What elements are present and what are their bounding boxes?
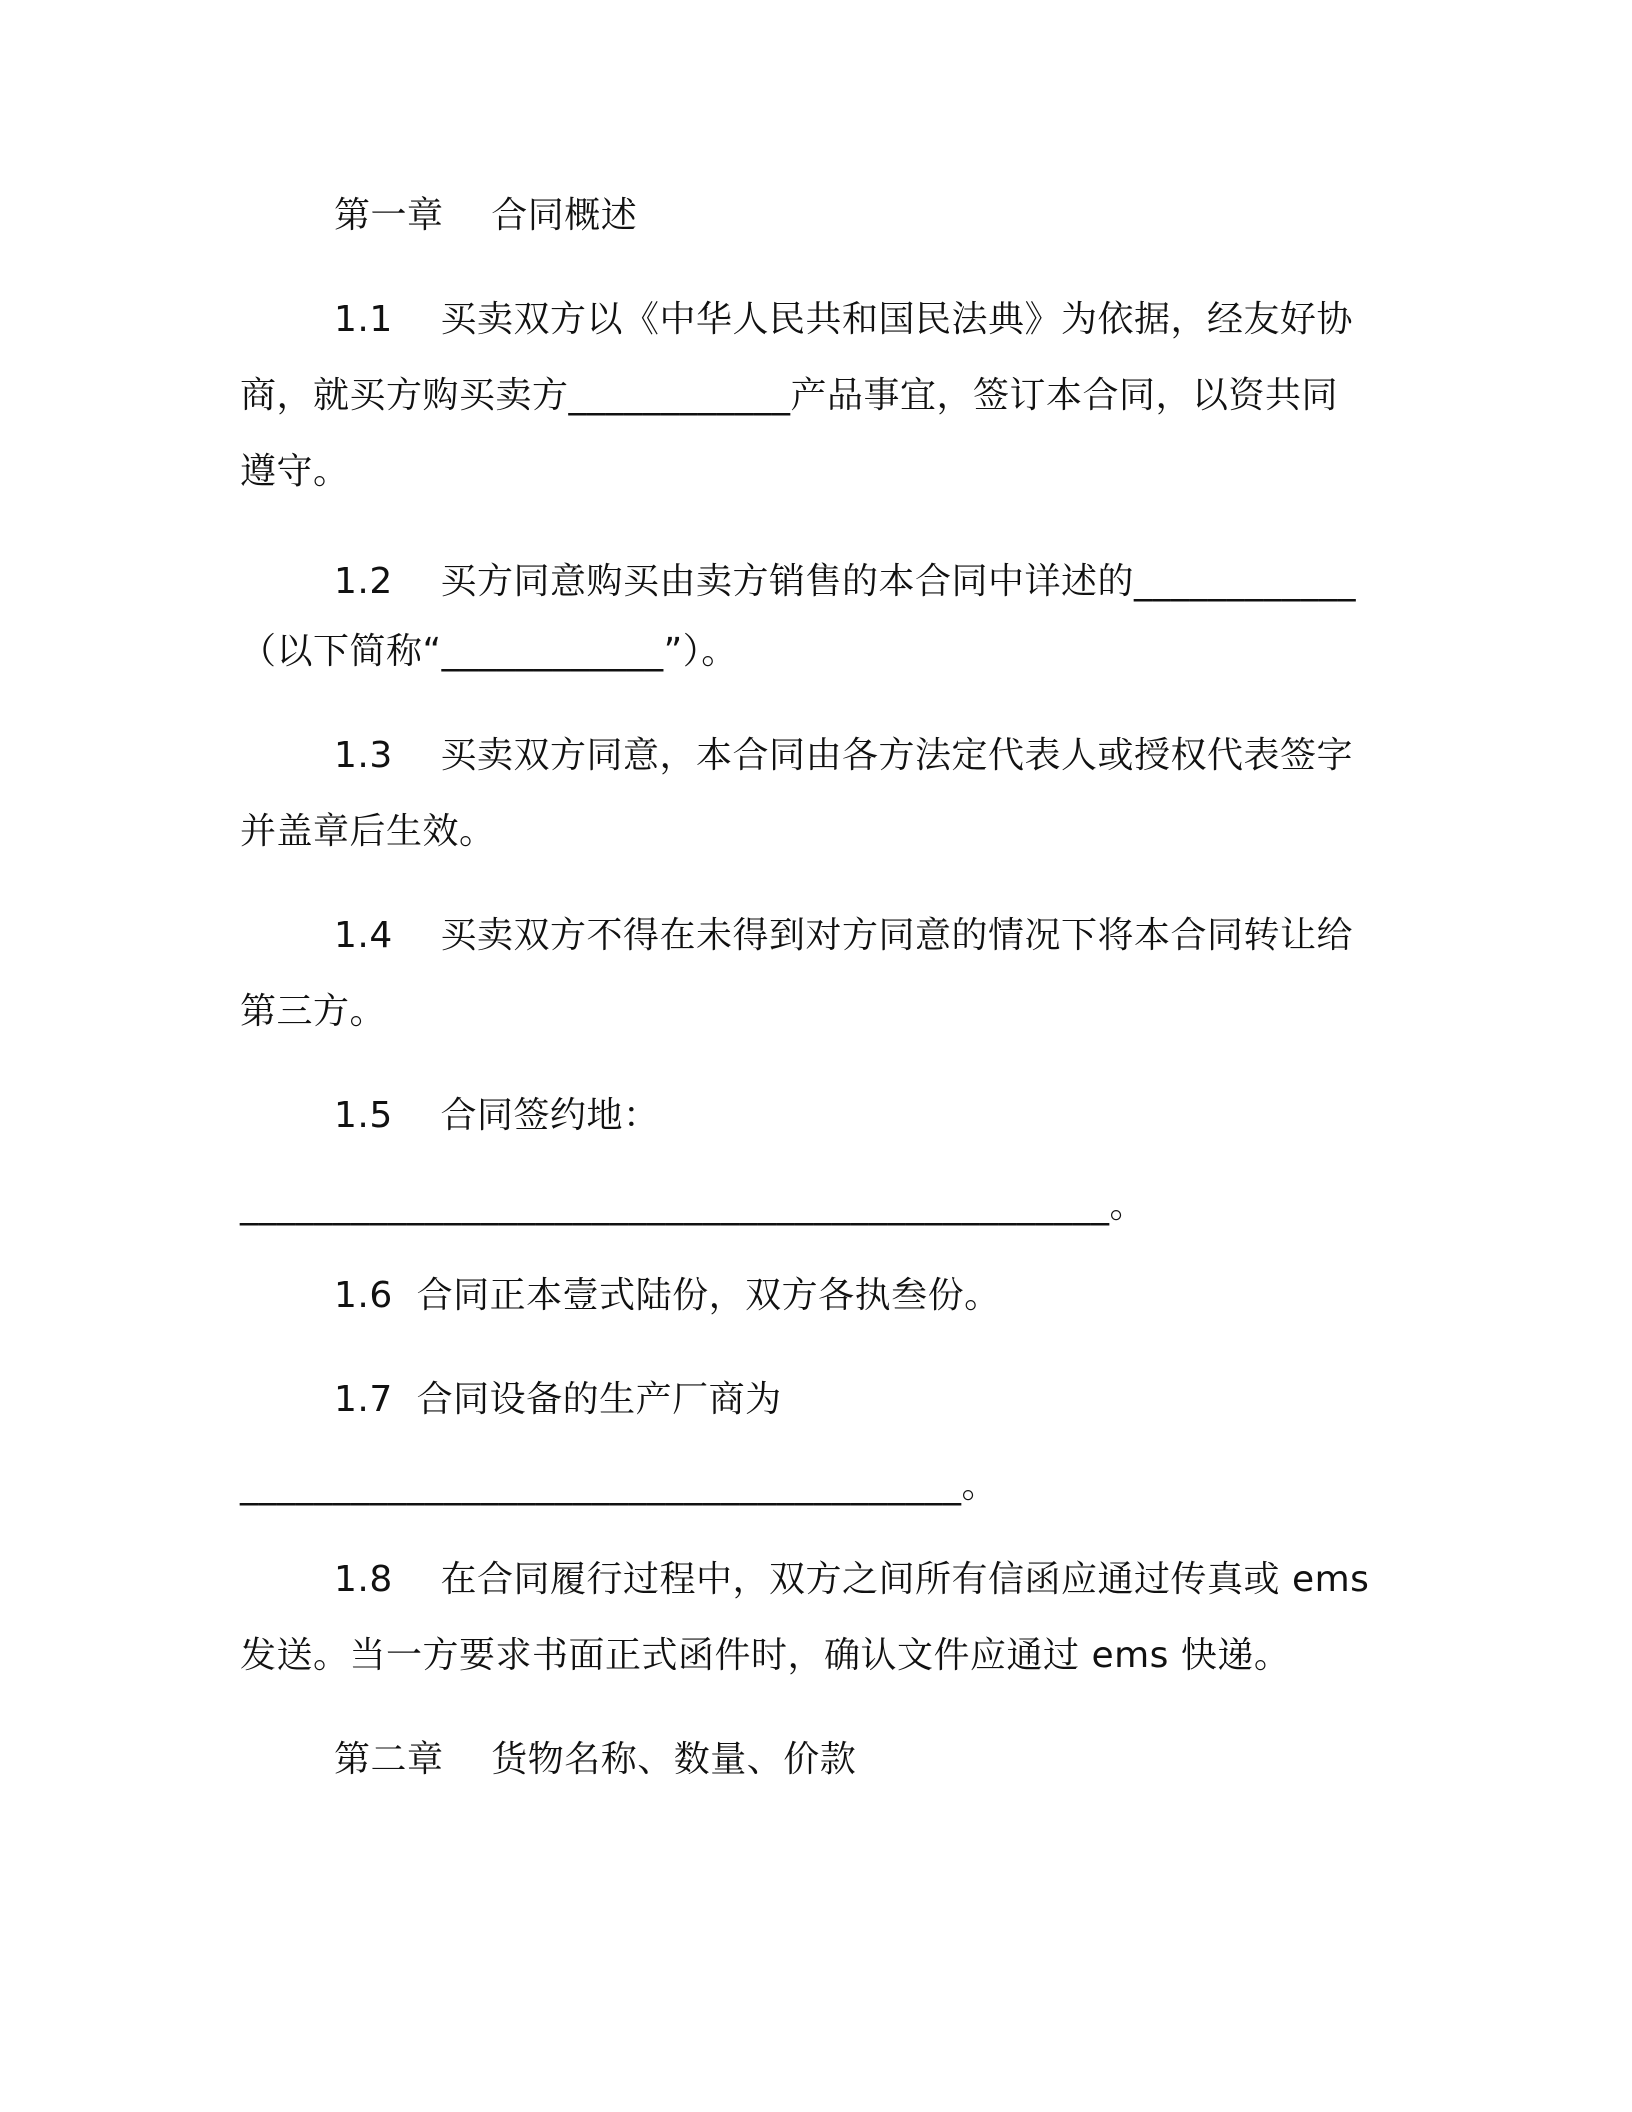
clause-1-1-line-1: 1.1 买卖双方以《中华人民共和国民法典》为依据，经友好协 (334, 299, 1354, 340)
clause-1-2-line-2: （以下简称“____________”）。 (240, 631, 738, 672)
clause-1-5-line-2: _______________________________________________。 (240, 1185, 1146, 1226)
clause-1-4-line-1: 1.4 买卖双方不得在未得到对方同意的情况下将本合同转让给 (334, 915, 1354, 956)
clause-1-2-line-1: 1.2 买方同意购买由卖方销售的本合同中详述的____________ (334, 561, 1357, 602)
chapter-1-heading: 第一章 合同概述 (334, 195, 638, 236)
clause-1-3-line-2: 并盖章后生效。 (240, 811, 496, 852)
clause-1-5-line-1: 1.5 合同签约地： (334, 1095, 660, 1136)
clause-1-6-line-1: 1.6 合同正本壹式陆份，双方各执叁份。 (334, 1275, 1001, 1316)
clause-1-7-line-2: _______________________________________。 (240, 1465, 998, 1506)
clause-1-1-line-3: 遵守。 (240, 451, 350, 492)
clause-1-3-line-1: 1.3 买卖双方同意，本合同由各方法定代表人或授权代表签字 (334, 735, 1354, 776)
clause-1-1-line-2: 商，就买方购买卖方____________产品事宜，签订本合同，以资共同 (240, 375, 1339, 416)
clause-1-8-line-1: 1.8 在合同履行过程中，双方之间所有信函应通过传真或 ems (334, 1559, 1370, 1600)
clause-1-7-line-1: 1.7 合同设备的生产厂商为 (334, 1379, 782, 1420)
clause-1-4-line-2: 第三方。 (240, 991, 387, 1032)
clause-1-8-line-2: 发送。当一方要求书面正式函件时，确认文件应通过 ems 快递。 (240, 1635, 1291, 1676)
chapter-2-heading: 第二章 货物名称、数量、价款 (334, 1739, 857, 1780)
